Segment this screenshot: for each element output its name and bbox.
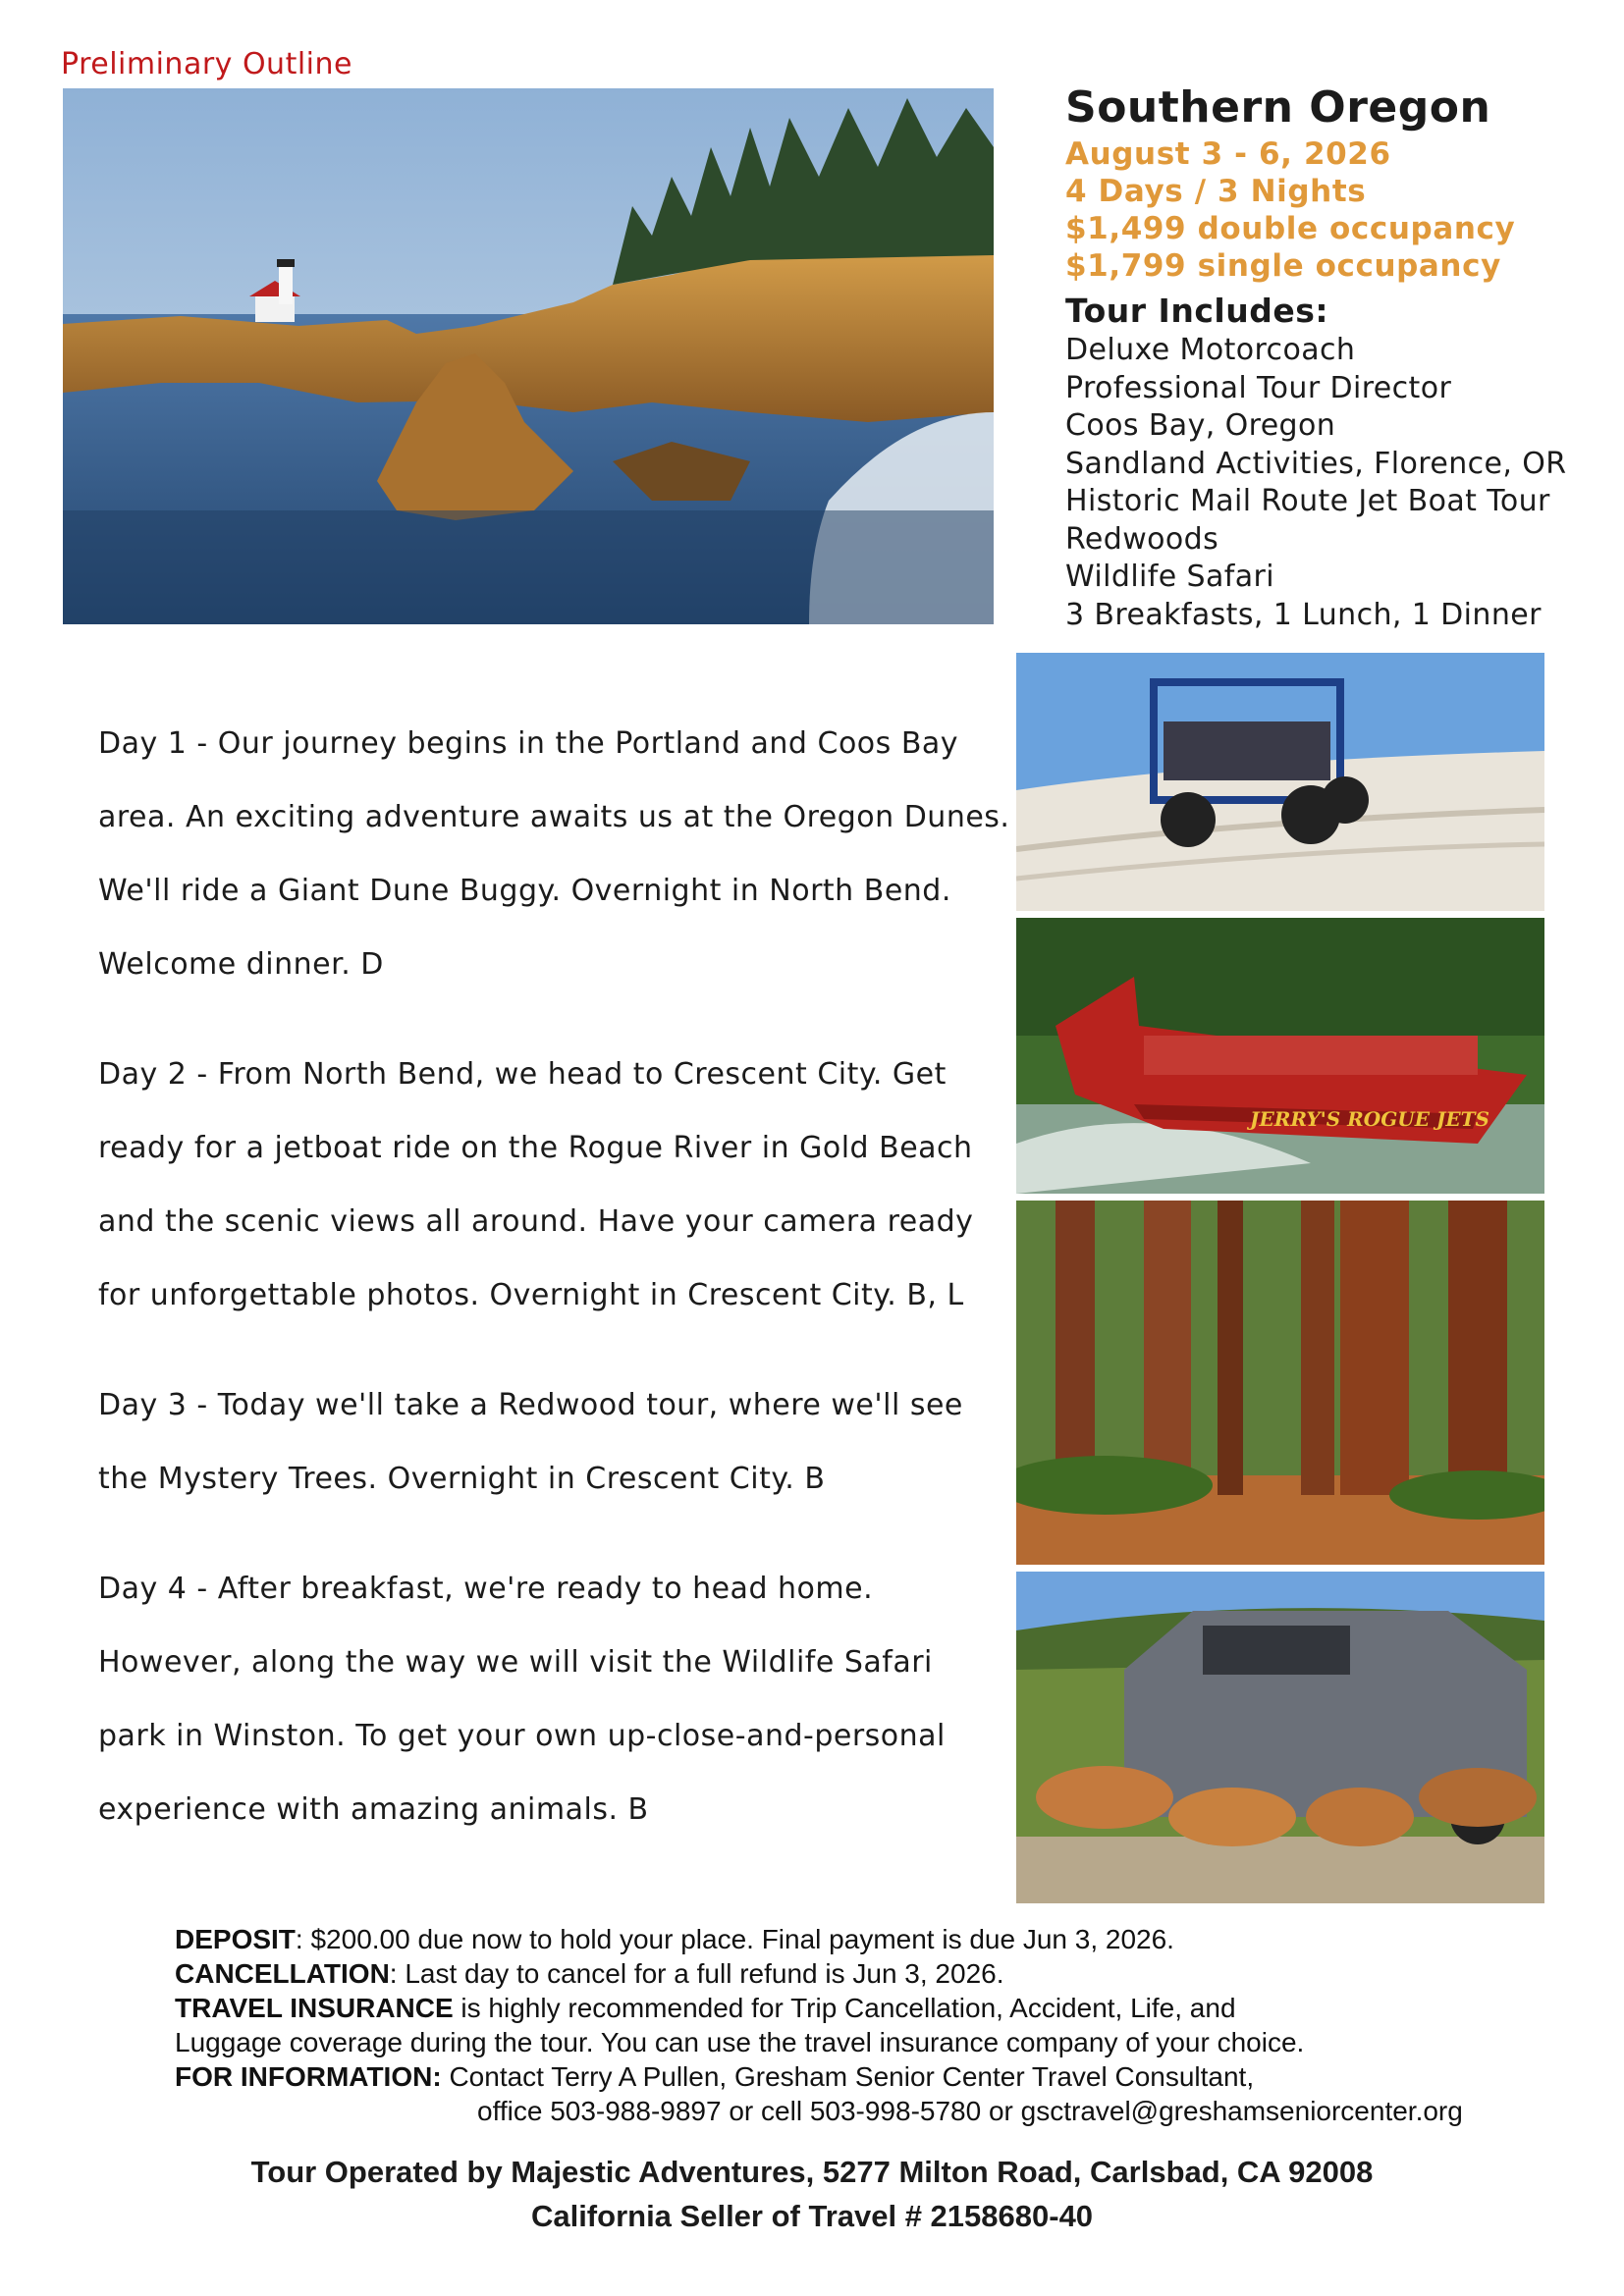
tour-info-block xyxy=(1065,80,1615,634)
insurance-label: TRAVEL INSURANCE xyxy=(175,1993,454,2023)
itinerary-line: We'll ride a Giant Dune Buggy. Overnight in North Bend. xyxy=(98,874,951,908)
itinerary-line: However, along the way we will visit the Wildlife Safari xyxy=(98,1645,933,1680)
jet-boat-image xyxy=(1016,918,1544,1194)
includes-item: Sandland Activities, Florence, OR xyxy=(1065,446,1567,481)
itinerary-line: experience with amazing animals. B xyxy=(98,1792,649,1827)
includes-item: Historic Mail Route Jet Boat Tour xyxy=(1065,484,1550,518)
information-line xyxy=(175,2059,1589,2094)
redwood-forest-photo xyxy=(1016,1201,1544,1565)
itinerary-line: for unforgettable photos. Overnight in Crescent City. B, L xyxy=(98,1278,964,1312)
contact-line: office 503-988-9897 or cell 503-998-5780 or gsctravel@greshamseniorcenter.org xyxy=(477,2096,1463,2126)
includes-item: Wildlife Safari xyxy=(1065,560,1274,594)
hero-coast-photo xyxy=(63,88,994,624)
itinerary-day-1 xyxy=(98,707,1021,1001)
deposit-line xyxy=(175,1922,1589,1956)
preliminary-outline-label: Preliminary Outline xyxy=(61,47,352,81)
itinerary-day-2 xyxy=(98,1038,1021,1332)
itinerary-line: Day 4 - After breakfast, we're ready to head home. xyxy=(98,1572,874,1606)
deposit-text: : $200.00 due now to hold your place. Final payment is due Jun 3, 2026. xyxy=(295,1924,1174,1954)
dune-buggy-photo xyxy=(1016,653,1544,911)
wildlife-safari-photo xyxy=(1016,1572,1544,1903)
itinerary-line: Day 2 - From North Bend, we head to Crescent City. Get xyxy=(98,1057,947,1092)
seller-of-travel-line: California Seller of Travel # 2158680-40 xyxy=(530,2199,1094,2233)
includes-item: Deluxe Motorcoach xyxy=(1065,333,1356,367)
deposit-label: DEPOSIT xyxy=(175,1924,296,1954)
itinerary-line: ready for a jetboat ride on the Rogue River in Gold Beach xyxy=(98,1131,973,1165)
tour-duration: 4 Days / 3 Nights xyxy=(1065,174,1367,209)
itinerary-line: Day 3 - Today we'll take a Redwood tour, where we'll see xyxy=(98,1388,963,1422)
insurance-text: is highly recommended for Trip Cancellation, Accident, Life, and xyxy=(453,1993,1236,2023)
itinerary xyxy=(98,707,1021,1883)
wildlife-safari-image xyxy=(1016,1572,1544,1903)
itinerary-line: park in Winston. To get your own up-close-and-personal xyxy=(98,1719,946,1753)
cancellation-line xyxy=(175,1956,1589,1991)
cancellation-text: : Last day to cancel for a full refund is Jun 3, 2026. xyxy=(389,1958,1004,1989)
tour-title: Southern Oregon xyxy=(1065,82,1491,133)
insurance-line xyxy=(175,1991,1589,2025)
itinerary-line: Welcome dinner. D xyxy=(98,947,384,982)
price-single: $1,799 single occupancy xyxy=(1065,248,1501,284)
itinerary-day-3 xyxy=(98,1368,1021,1516)
itinerary-line: area. An exciting adventure awaits us at the Oregon Dunes. xyxy=(98,800,1010,834)
jet-boat-photo xyxy=(1016,918,1544,1194)
operator-line: Tour Operated by Majestic Adventures, 5277 Milton Road, Carlsbad, CA 92008 xyxy=(250,2155,1374,2189)
itinerary-day-4 xyxy=(98,1552,1021,1846)
includes-item: 3 Breakfasts, 1 Lunch, 1 Dinner xyxy=(1065,597,1542,632)
price-double: $1,499 double occupancy xyxy=(1065,211,1516,246)
insurance-line-2: Luggage coverage during the tour. You can use the travel insurance company of your choice. xyxy=(175,2027,1305,2057)
operator-block xyxy=(0,2150,1624,2238)
includes-item: Professional Tour Director xyxy=(1065,370,1452,405)
information-text: Contact Terry A Pullen, Gresham Senior Center Travel Consultant, xyxy=(441,2061,1255,2092)
redwood-forest-image xyxy=(1016,1201,1544,1565)
cancellation-label: CANCELLATION xyxy=(175,1958,390,1989)
itinerary-line: Day 1 - Our journey begins in the Portland and Coos Bay xyxy=(98,726,959,761)
tour-dates: August 3 - 6, 2026 xyxy=(1065,136,1391,172)
itinerary-line: the Mystery Trees. Overnight in Crescent City. B xyxy=(98,1462,826,1496)
boat-name-text: JERRY'S ROGUE JETS xyxy=(1250,1107,1489,1131)
coast-lighthouse-image xyxy=(63,88,994,624)
itinerary-line: and the scenic views all around. Have your camera ready xyxy=(98,1204,974,1239)
information-label: FOR INFORMATION: xyxy=(175,2061,442,2092)
includes-item: Coos Bay, Oregon xyxy=(1065,408,1336,443)
terms-block xyxy=(175,1922,1589,2128)
includes-heading: Tour Includes: xyxy=(1065,292,1329,330)
dune-buggy-image xyxy=(1016,653,1544,911)
includes-item: Redwoods xyxy=(1065,521,1219,557)
